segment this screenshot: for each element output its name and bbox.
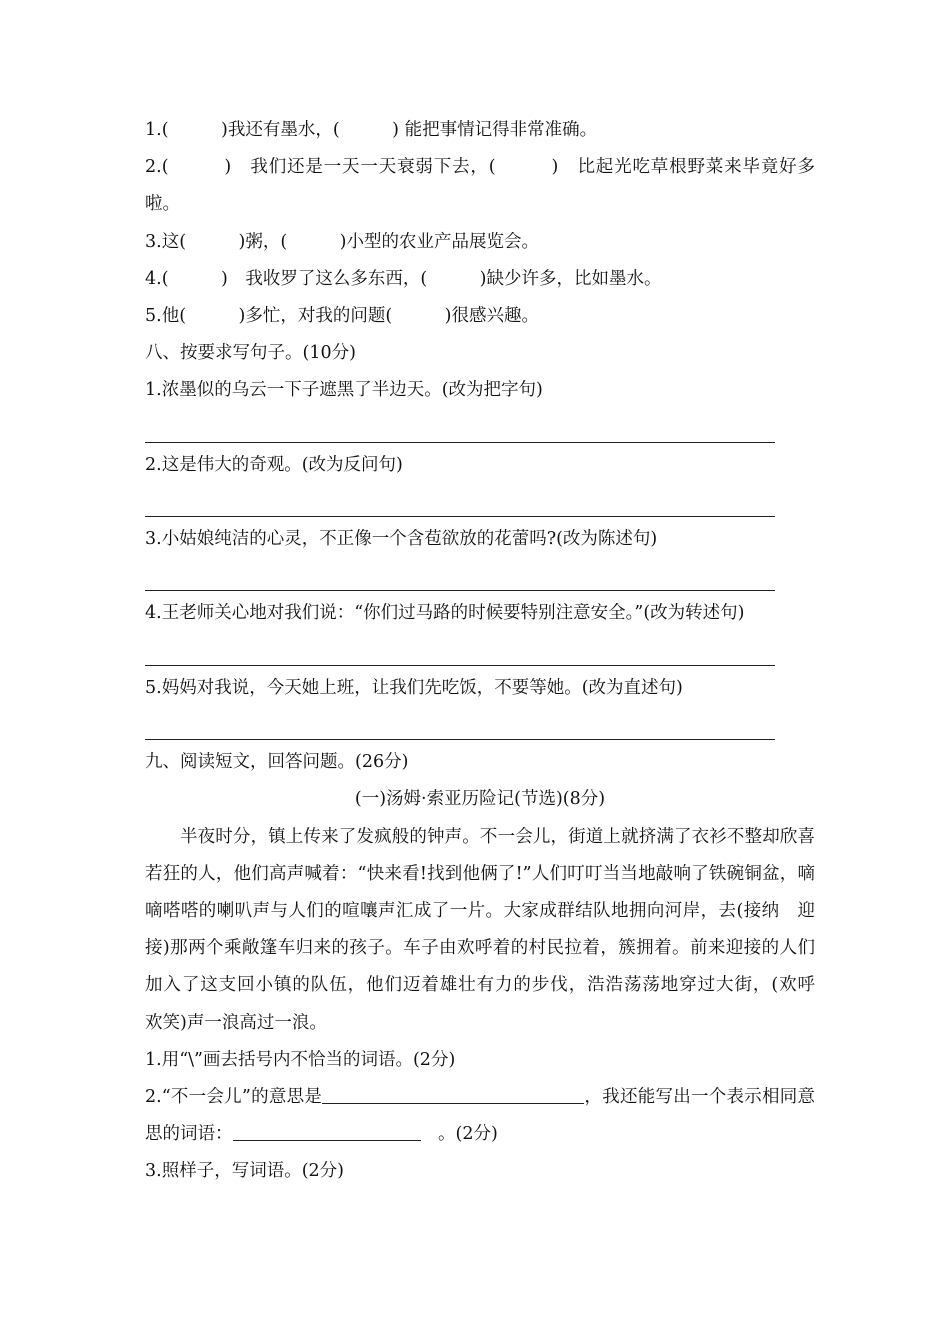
reading-passage: 半夜时分，镇上传来了发疯般的钟声。不一会儿，街道上就挤满了衣衫不整却欣喜若狂的人，他们高声喊着：“快来看!找到他俩了!”人们叮叮当当地敲响了铁碗铜盆，嘀嘀嗒嗒的喇叭声与人们的喧嚷声汇成了一片。大家成群结队地拥向河岸，去(接纳 迎接)那两个乘敞篷车归来的孩子。车子由欢呼着的村民拉着，簇拥着。前来迎接的人们加入了这支回小镇的队伍，他们迈着雄壮有力的步伐，浩浩荡荡地穿过大街，(欢呼 欢笑)声一浪高过一浪。 (145, 826, 833, 1033)
answer-rule (145, 665, 775, 666)
answer-line-5[interactable] (145, 707, 815, 744)
answer-rule (145, 516, 775, 517)
reading-question-1: 1.用“\”画去括号内不恰当的词语。(2分) (145, 1049, 456, 1070)
fill-item-2: 2.( ) 我们还是一天一天衰弱下去，( ) 比起光吃草根野菜来毕竟好多啦。 (145, 157, 815, 215)
fill-item-4: 4.( ) 我收罗了这么多东西，( )缺少许多，比如墨水。 (145, 268, 662, 289)
answer-rule (145, 739, 775, 740)
sentence-task-3: 3.小姑娘纯洁的心灵，不正像一个含苞欲放的花蕾吗?(改为陈述句) (145, 529, 658, 550)
answer-rule (145, 442, 775, 443)
section-8-title: 八、按要求写句子。(10分) (145, 343, 356, 364)
reading-question-3: 3.照样子，写词语。(2分) (145, 1161, 344, 1182)
answer-line-4[interactable] (145, 633, 815, 670)
answer-blank-synonym[interactable] (233, 1122, 421, 1141)
sentence-task-1: 1.浓墨似的乌云一下子遮黑了半边天。(改为把字句) (145, 380, 543, 401)
question-2-text-b: ，我还能写出一个表示相同意思的词语： (145, 1087, 816, 1145)
sentence-task-2: 2.这是伟大的奇观。(改为反问句) (145, 454, 403, 475)
worksheet-page (145, 112, 833, 1191)
sentence-task-5: 5.妈妈对我说，今天她上班，让我们先吃饭，不要等她。(改为直述句) (145, 677, 683, 698)
sentence-task-4: 4.王老师关心地对我们说：“你们过马路的时候要特别注意安全。”(改为转述句) (145, 603, 745, 624)
answer-line-1[interactable] (145, 410, 815, 447)
answer-blank-meaning[interactable] (322, 1085, 584, 1104)
section-9-title: 九、阅读短文，回答问题。(26分) (145, 752, 409, 773)
question-2-text-c: 。(2分) (438, 1124, 498, 1145)
fill-item-3: 3.这( )粥，( )小型的农业产品展览会。 (145, 231, 540, 252)
answer-rule (145, 590, 775, 591)
answer-line-3[interactable] (145, 558, 815, 595)
reading-subtitle: (一)汤姆·索亚历险记(节选)(8分) (354, 789, 606, 810)
fill-item-5: 5.他( )多忙，对我的问题( )很感兴趣。 (145, 305, 540, 326)
reading-question-2 (145, 1079, 815, 1153)
question-2-text-a: 2.“不一会儿”的意思是 (145, 1087, 323, 1108)
fill-item-1: 1.( )我还有墨水，( ) 能把事情记得非常准确。 (145, 120, 598, 140)
answer-line-2[interactable] (145, 484, 815, 521)
